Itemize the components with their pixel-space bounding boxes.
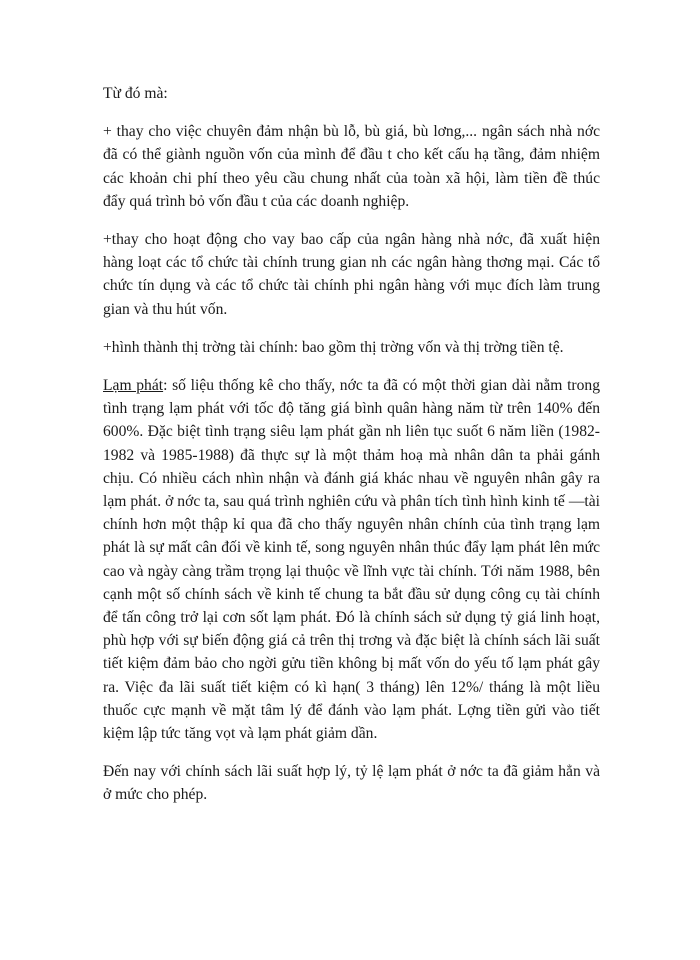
bullet-financial-market: +hình thành thị trờng tài chính: bao gồm thị trờng vốn và thị trờng tiền tệ. — [103, 338, 564, 356]
bullet-intermediaries: +thay cho hoạt động cho vay bao cấp của ngân hàng nhà nớc, đã xuất hiện hàng loạt các tổ chức tài chính trung gian nh các ngân hàng thơng mại. Các tổ chức tín dụng và các tổ chức tài chính phi ngân hàng với mục đích làm trung gian và thu hút vốn. — [103, 231, 600, 318]
bullet-budget: + thay cho việc chuyên đảm nhận bù lỗ, bù giá, bù lơng,... ngân sách nhà nớc đã có thể giành nguồn vốn của mình để đầu t cho kết cấu hạ tầng, đảm nhiệm các khoản chi phí theo yêu cầu chung nhất của toàn xã hội, làm tiền đề thúc đẩy quá trình bỏ vốn đầu t của các doanh nghiệp. — [103, 123, 600, 210]
inflation-term: Lạm phát — [103, 377, 164, 395]
inflation-paragraph — [103, 374, 600, 745]
inflation-text: : số liệu thống kê cho thấy, nớc ta đã có một thời gian dài nằm trong tình trạng lạm phát với tốc độ tăng giá bình quân hàng năm từ trên 140% đến 600%. Đặc biệt tình trạng siêu lạm phát gần nh liên tục suốt 6 năm liền (1982-1982 và 1985-1988) đã thực sự là một thảm hoạ mà nhân dân ta phải gánh chịu. Có nhiều cách nhìn nhận và đánh giá khác nhau về nguyên nhân gây ra lạm phát. ở nớc ta, sau quá trình nghiên cứu và phân tích tình hình kinh tế —tài chính hơn một thập kỉ qua đã cho thấy nguyên nhân chính của tình trạng lạm phát là sự mất cân đối về kinh tế, song nguyên nhân thúc đẩy lạm phát lên mức cao và ngày càng trầm trọng lại thuộc về lĩnh vực tài chính. Tới năm 1988, bên cạnh một số chính sách về kinh tế chung ta bắt đầu sử dụng công cụ tài chính để tấn công trở lại cơn sốt lạm phát. Đó là chính sách sử dụng tỷ giá linh hoạt, phù hợp với sự biến động giá cả trên thị trơng và đặc biệt là chính sách lãi suất tiết kiệm đảm bảo cho ngời gửu tiền không bị mất vốn do yếu tố lạm phát gây ra. Việc đa lãi suất tiết kiệm có kì hạn( 3 tháng) lên 12%/ tháng là một liều thuốc cực mạnh về mặt tâm lý để đánh vào lạm phát. Lợng tiền gửi vào tiết kiệm lập tức tăng vọt và lạm phát giảm dần. — [103, 377, 600, 743]
conclusion-paragraph: Đến nay với chính sách lãi suất hợp lý, tỷ lệ lạm phát ở nớc ta đã giảm hẳn và ở mức cho phép. — [103, 763, 600, 804]
intro-line: Từ đó mà: — [103, 85, 168, 102]
document-page — [103, 82, 600, 822]
